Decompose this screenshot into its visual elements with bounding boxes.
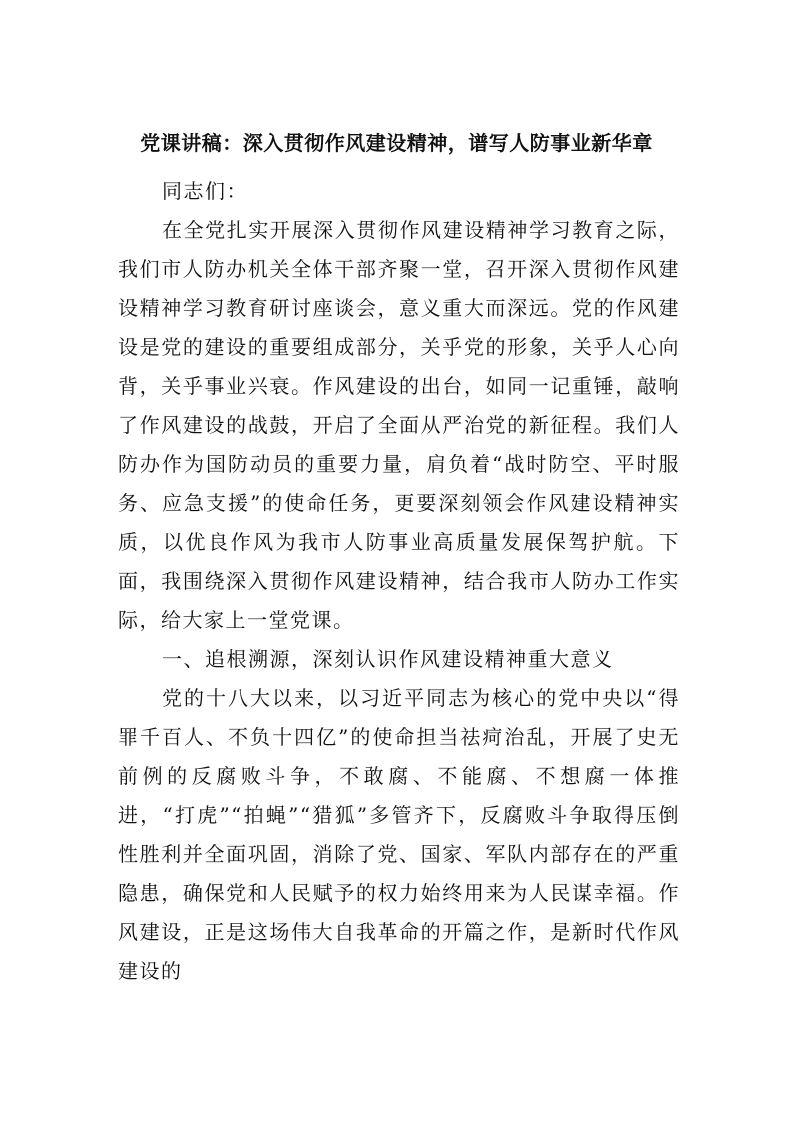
document-body (118, 172, 680, 991)
section-heading: 一、追根溯源，深刻认识作风建设精神重大意义 (162, 647, 614, 671)
section-paragraph: 党的十八大以来，以习近平同志为核心的党中央以“得罪千百人、不负十四亿”的使命担当祛疴治乱，开展了史无前例的反腐败斗争，不敢腐、不能腐、不想腐一体推进，“打虎”“拍蝇”“猎狐”多管齐下，反腐败斗争取得压倒性胜利并全面巩固，消除了党、国家、军队内部存在的严重隐患，确保党和人民赋予的权力始终用来为人民谋幸福。作风建设，正是这场伟大自我革命的开篇之作，是新时代作风建设的 (118, 686, 680, 983)
salutation-paragraph: 同志们： (162, 179, 248, 203)
intro-paragraph: 在全党扎实开展深入贯彻作风建设精神学习教育之际，我们市人防办机关全体干部齐聚一堂，召开深入贯彻作风建设精神学习教育研讨座谈会，意义重大而深远。党的作风建设是党的建设的重要组成部分，关乎党的形象，关乎人心向背，关乎事业兴衰。作风建设的出台，如同一记重锤，敲响了作风建设的战鼓，开启了全面从严治党的新征程。我们人防办作为国防动员的重要力量，肩负着“战时防空、平时服务、应急支援”的使命任务，更要深刻领会作风建设精神实质，以优良作风为我市人防事业高质量发展保驾护航。下面，我围绕深入贯彻作风建设精神，结合我市人防办工作实际，给大家上一堂党课。 (118, 218, 680, 632)
document-title: 党课讲稿：深入贯彻作风建设精神，谱写人防事业新华章 (140, 131, 653, 155)
